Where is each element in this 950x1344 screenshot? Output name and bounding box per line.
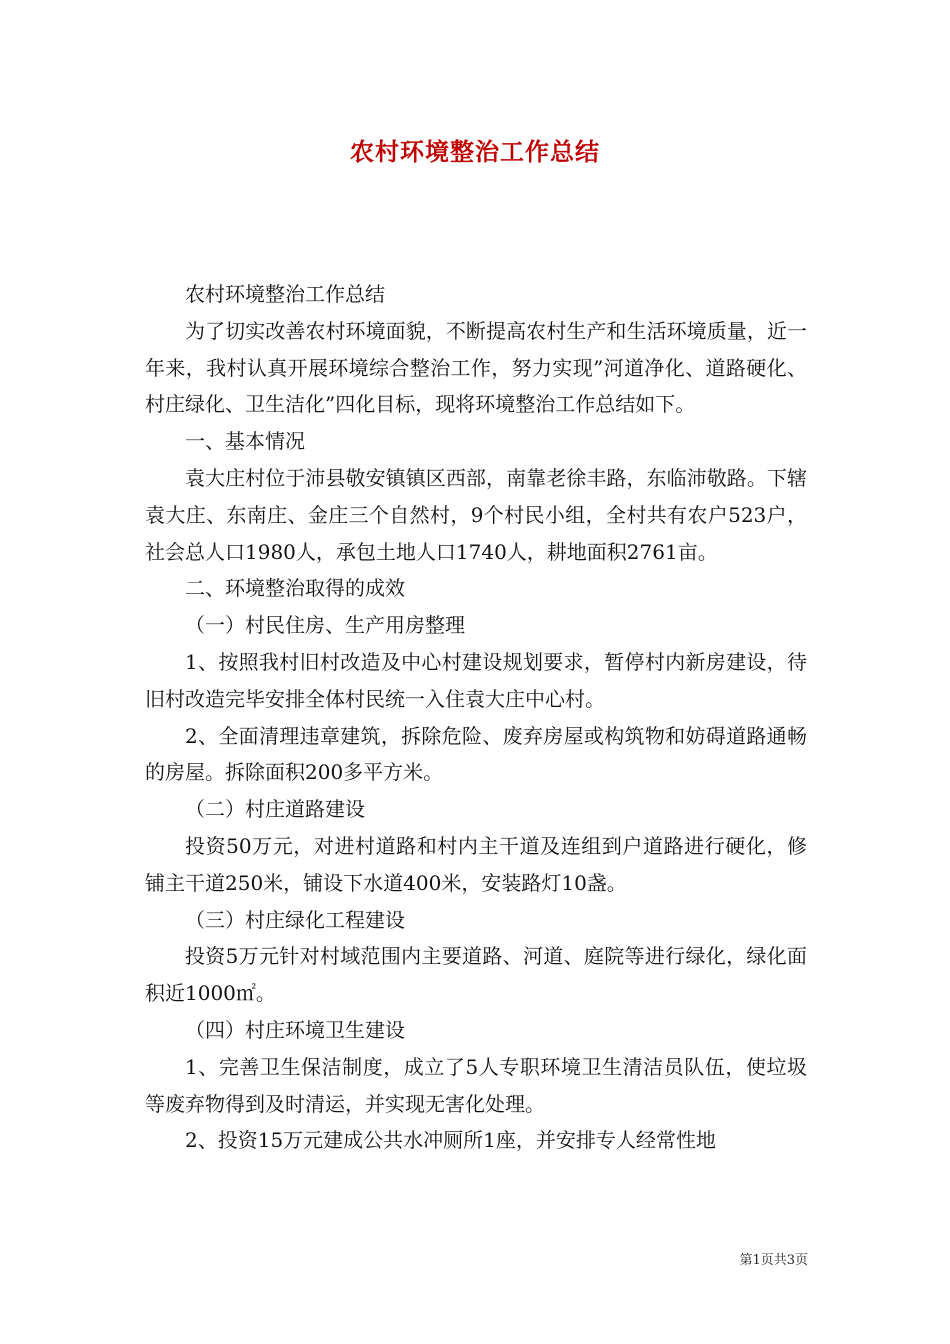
subsection-heading-sanitation: （四）村庄环境卫生建设: [185, 1017, 405, 1042]
paragraph-sanitation-1: 1、完善卫生保洁制度，成立了5人专职环境卫生清洁员队伍，使垃圾等废弃物得到及时清运，并实现无害化处理。: [145, 1054, 807, 1116]
paragraph-housing-2: 2、全面清理违章建筑，拆除危险、废弃房屋或构筑物和妨碍道路通畅的房屋。拆除面积200多平方米。: [145, 723, 807, 785]
paragraph-sanitation-2: 2、投资15万元建成公共水冲厕所1座，并安排专人经常性地: [185, 1128, 716, 1153]
page-number: 第1页共3页: [739, 1253, 808, 1268]
paragraph-roads: 投资50万元，对进村道路和村内主干道及连组到户道路进行硬化，修铺主干道250米，铺设下水道400米，安装路灯10盏。: [145, 833, 807, 895]
section-heading-basic: 一、基本情况: [185, 429, 305, 454]
paragraph-greening: 投资5万元针对村域范围内主要道路、河道、庭院等进行绿化，绿化面积近1000㎡。: [145, 944, 807, 1006]
document-body: [145, 276, 807, 1159]
subsection-heading-greening: （三）村庄绿化工程建设: [185, 907, 405, 932]
page-title: 农村环境整治工作总结: [350, 137, 600, 166]
paragraph-heading: 农村环境整治工作总结: [185, 282, 385, 306]
section-heading-results: 二、环境整治取得的成效: [185, 576, 405, 601]
paragraph-basic-info: 袁大庄村位于沛县敬安镇镇区西部，南靠老徐丰路，东临沛敬路。下辖袁大庄、东南庄、金庄三个自然村，9个村民小组，全村共有农户523户，社会总人口1980人，承包土地人口1740人，耕地面积2761亩。: [145, 465, 807, 564]
paragraph-intro: 为了切实改善农村环境面貌，不断提高农村生产和生活环境质量，近一年来，我村认真开展环境综合整治工作，努力实现”河道净化、道路硬化、村庄绿化、卫生洁化”四化目标，现将环境整治工作总结如下。: [145, 318, 807, 417]
subsection-heading-roads: （二）村庄道路建设: [185, 797, 365, 822]
paragraph-housing-1: 1、按照我村旧村改造及中心村建设规划要求，暂停村内新房建设，待旧村改造完毕安排全体村民统一入住袁大庄中心村。: [145, 649, 807, 711]
subsection-heading-housing: （一）村民住房、生产用房整理: [185, 613, 465, 638]
